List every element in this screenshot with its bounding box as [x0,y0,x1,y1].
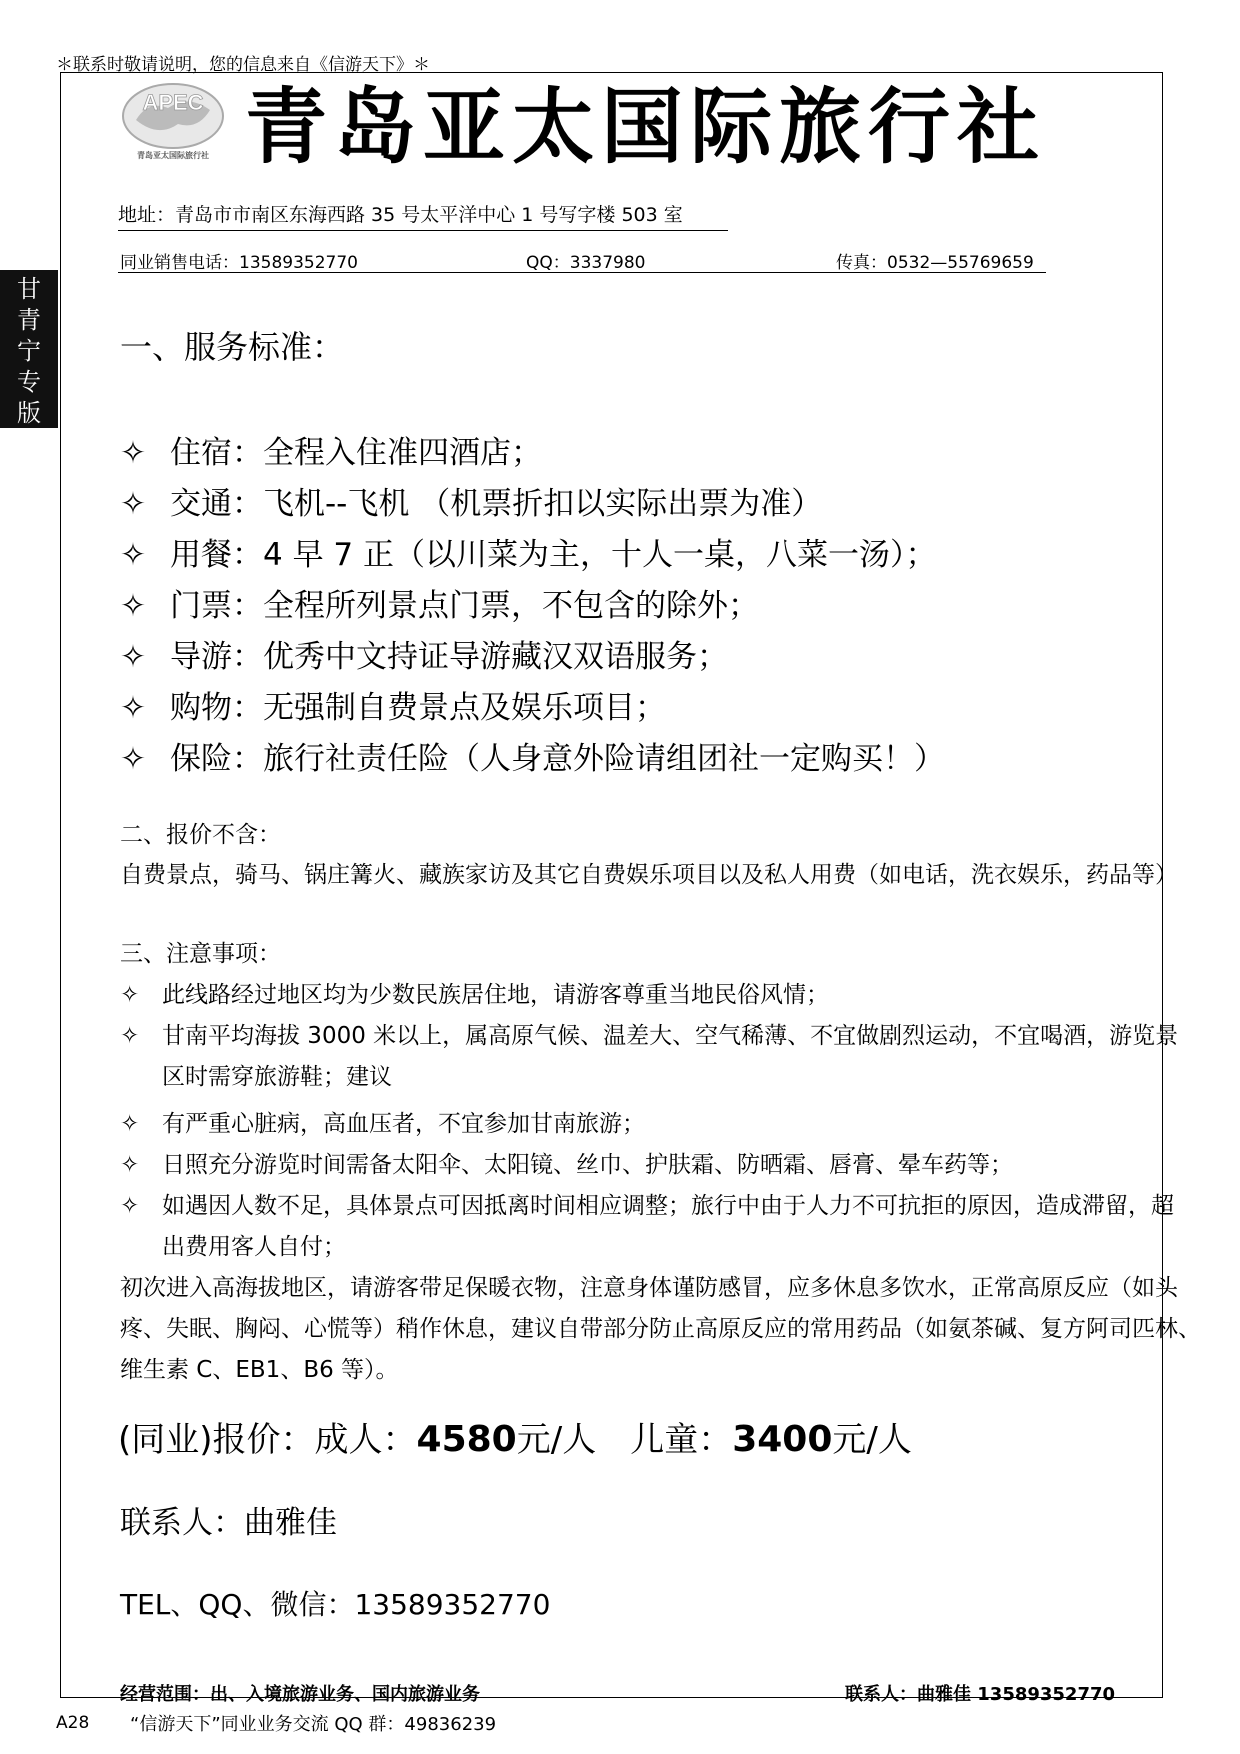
star-bullet-icon: ✧ [120,537,146,573]
service-item: ✧ 门票：全程所列景点门票，不包含的除外； [120,588,759,624]
logo-text: APEC [142,90,204,115]
adult-price: 4580 [416,1419,517,1460]
star-bullet-icon: ✧ [120,639,146,675]
sales-phone: 同业销售电话：13589352770 [120,253,358,273]
note-item: ✧ 此线路经过地区均为少数民族居住地，请游客尊重当地民俗风情； [120,982,829,1008]
star-bullet-icon: ✧ [120,486,146,522]
contact-person: 联系人：曲雅佳 [120,1505,337,1541]
side-tab-char: 版 [17,399,41,427]
star-bullet-icon: ✧ [120,982,140,1008]
service-heading: 一、服务标准： [120,328,345,366]
note-item: ✧ 如遇因人数不足，具体景点可因抵离时间相应调整；旅行中由于人力不可抗拒的原因，造成滞留，超 [120,1193,1174,1219]
exchange-group: “信游天下”同业业务交流 QQ 群：49836239 [130,1714,497,1735]
notes-heading: 三、注意事项： [120,941,281,967]
service-item: ✧ 导游：优秀中文持证导游藏汉双语服务； [120,639,728,675]
side-tab-char: 青 [17,306,41,334]
side-tab-char: 甘 [17,275,41,303]
qq-number: QQ：3337980 [526,253,646,273]
business-scope: 经营范围：出、入境旅游业务、国内旅游业务 [120,1684,480,1705]
excluded-heading: 二、报价不含： [120,822,281,848]
side-tab-char: 宁 [17,337,41,365]
child-price: 3400 [732,1419,833,1460]
star-bullet-icon: ✧ [120,1023,140,1049]
side-tab [0,270,58,428]
excluded-text: 自费景点，骑马、锅庄篝火、藏族家访及其它自费娱乐项目以及私人用费（如电话，洗衣娱乐，药品等） [120,862,1178,888]
star-bullet-icon: ✧ [120,741,146,777]
star-bullet-icon: ✧ [120,1111,140,1137]
service-item: ✧ 用餐：4 早 7 正（以川菜为主，十人一桌，八菜一汤）； [120,537,937,573]
altitude-note-line: 维生素 C、EB1、B6 等）。 [120,1357,399,1383]
price-line [118,1412,912,1461]
child-price-label: 儿童： [630,1420,733,1460]
note-item: ✧ 日照充分游览时间需备太阳伞、太阳镜、丝巾、护肤霜、防晒霜、唇膏、晕车药等； [120,1152,1013,1178]
star-bullet-icon: ✧ [120,690,146,726]
page-number: A28 [56,1713,90,1733]
altitude-note-line: 初次进入高海拔地区，请游客带足保暖衣物，注意身体谨防感冒，应多休息多饮水，正常高原反应（如头 [120,1275,1178,1301]
adult-price-unit: 元/人 [516,1420,597,1460]
note-item-continuation: 出费用客人自付； [162,1234,346,1260]
star-bullet-icon: ✧ [120,1193,140,1219]
contact-tel: TEL、QQ、微信：13589352770 [120,1588,551,1621]
star-bullet-icon: ✧ [120,1152,140,1178]
logo-subtext: 青岛亚太国际旅行社 [137,151,209,160]
star-bullet-icon: ✧ [120,588,146,624]
contact-line [118,248,1046,273]
note-item: ✧ 有严重心脏病，高血压者，不宜参加甘南旅游； [120,1111,645,1137]
child-price-unit: 元/人 [832,1420,912,1460]
agency-title: 青岛亚太国际旅行社 [245,79,1047,175]
globe-logo-icon [118,80,228,152]
address: 地址：青岛市市南区东海西路 35 号太平洋中心 1 号写字楼 503 室 [118,200,728,231]
altitude-note-line: 疼、失眠、胸闷、心慌等）稍作休息，建议自带部分防止高原反应的常用药品（如氨茶碱、复方阿司匹林、 [120,1316,1201,1342]
note-item: ✧ 甘南平均海拔 3000 米以上，属高原气候、温差大、空气稀薄、不宜做剧烈运动，不宜喝酒，游览景 [120,1023,1179,1049]
fax-number: 传真：0532—55769659 [836,253,1034,273]
note-item-continuation: 区时需穿旅游鞋；建议 [162,1064,392,1090]
side-tab-char: 专 [17,368,41,396]
footer-contact: 联系人：曲雅佳 13589352770 [845,1684,1116,1705]
top-note: ＊联系时敬请说明，您的信息来自《信游天下》＊ [56,55,430,75]
service-item: ✧ 保险：旅行社责任险（人身意外险请组团社一定购买！） [120,741,945,777]
service-item: ✧ 购物：无强制自费景点及娱乐项目； [120,690,666,726]
star-bullet-icon: ✧ [120,435,146,471]
price-label: (同业)报价：成人： [118,1420,417,1460]
service-item: ✧ 交通：飞机--飞机 （机票折扣以实际出票为准） [120,486,823,522]
agency-logo [118,80,228,160]
service-item: ✧ 住宿：全程入住准四酒店； [120,435,542,471]
